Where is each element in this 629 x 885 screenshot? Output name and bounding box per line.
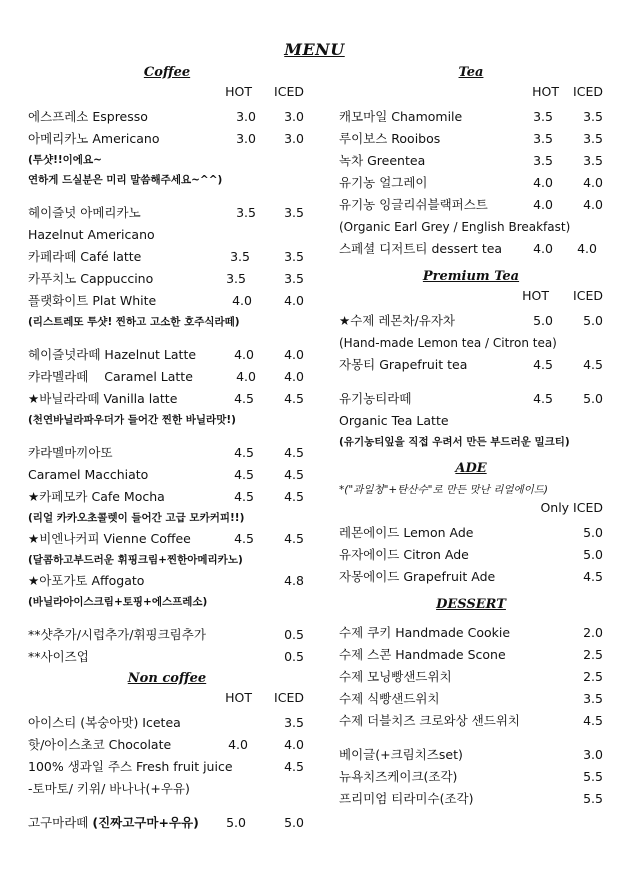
menu-item-size-up: **사이즈업 0.5 [28,649,304,664]
ade-note: *("과일청"+탄산수"로 만든 맛난 리얼에이드) [339,484,549,496]
lemon-tea-note: (Hand-made Lemon tea / Citron tea) [339,336,557,350]
section-title-ade: ADE [455,461,487,476]
menu-item-cappuccino: 카푸치노 Cappuccino 3.5 3.5 [28,271,304,286]
menu-item-icetea: 아이스티 (복숭아맛) Icetea 3.5 [28,715,304,730]
menu-item-chamomile: 캐모마일 Chamomile 3.5 3.5 [339,109,603,124]
section-title-non-coffee: Non coffee [127,671,207,686]
menu-item-morning-bread: 수제 모닝빵샌드위치 2.5 [339,669,603,684]
menu-item-tiramisu: 프리미엄 티라미수(조각) 5.5 [339,791,603,806]
menu-item-citron-ade: 유자에이드 Citron Ade 5.0 [339,547,603,562]
menu-item-tea-latte: 유기농티라떼 4.5 5.0 [339,391,603,406]
non-coffee-header: HOT ICED [225,690,304,705]
menu-item-croissant: 수제 더블치즈 크로와상 샌드위치 4.5 [339,713,603,728]
menu-item-grapefruit-tea: 자몽티 Grapefruit tea 4.5 4.5 [339,357,603,372]
tea-latte-note: (유기농티잎을 직접 우려서 만든 부드러운 밀크티) [339,436,570,448]
hot-label: HOT [225,84,252,99]
right-column [339,62,603,810]
ade-header: Only ICED [540,500,603,515]
menu-item-americano: 아메리카노 Americano 3.0 3.0 [28,131,304,146]
vanilla-latte-note: (천연바닐라파우더가 들어간 찐한 바닐라맛!) [28,414,236,426]
menu-item-scone: 수제 스콘 Handmade Scone 2.5 [339,647,603,662]
menu-item-fresh-juice: 100% 생과일 주스 Fresh fruit juice 4.5 [28,759,304,774]
americano-note-1: (투샷!!이에요~ [28,154,102,166]
section-title-coffee: Coffee [143,65,191,80]
menu-item-hazelnut-americano-en: Hazelnut Americano [28,227,155,242]
menu-item-english-breakfast: 유기농 잉글리쉬블랙퍼스트 4.0 4.0 [339,197,603,212]
menu-item-sweet-potato-latte: 고구마라떼 (진짜고구마+우유) 5.0 5.0 [28,815,304,830]
menu-item-fresh-juice-options: -토마토/ 키위/ 바나나(+우유) [28,781,190,796]
menu-item-rooibos: 루이보스 Rooibos 3.5 3.5 [339,131,603,146]
menu-item-bagel: 베이글(+크림치즈set) 3.0 [339,747,603,762]
menu-item-greentea: 녹차 Greentea 3.5 3.5 [339,153,603,168]
premium-tea-header: HOT ICED [522,288,603,303]
section-title-dessert: DESSERT [436,597,506,612]
coffee-header [28,84,306,106]
menu-item-cafe-latte: 카페라떼 Café latte 3.5 3.5 [28,249,304,264]
menu-item-cookie: 수제 쿠키 Handmade Cookie 2.0 [339,625,603,640]
americano-note-2: 연하게 드실분은 미리 말씀해주세요~^^) [28,174,223,186]
vienne-coffee-note: (달콤하고부드러운 휘핑크림+찐한아메리카노) [28,554,243,566]
menu-item-extra-shot: **샷추가/시럽추가/휘핑크림추가 0.5 [28,627,304,642]
menu-title: MENU [284,40,345,59]
menu-item-espresso: 에스프레소 Espresso 3.0 3.0 [28,109,304,124]
menu-item-caramel-macchiato-en: Caramel Macchiato 4.5 4.5 [28,467,304,482]
menu-item-bread-sandwich: 수제 식빵샌드위치 3.5 [339,691,603,706]
menu-item-flat-white: 플랫화이트 Plat White 4.0 4.0 [28,293,304,308]
menu-item-earl-grey: 유기농 얼그레이 4.0 4.0 [339,175,603,190]
left-column [28,62,306,834]
menu-item-cheesecake: 뉴욕치즈케이크(조각) 5.5 [339,769,603,784]
flat-white-note: (리스트레또 투샷! 찐하고 고소한 호주식라떼) [28,316,240,328]
menu-item-lemon-ade: 레몬에이드 Lemon Ade 5.0 [339,525,603,540]
menu-item-caramel-latte: 캬라멜라떼 Caramel Latte 4.0 4.0 [28,369,304,384]
menu-item-vienne-coffee: ★비엔나커피 Vienne Coffee 4.5 4.5 [28,531,304,546]
menu-item-chocolate: 핫/아이스초코 Chocolate 4.0 4.0 [28,737,304,752]
menu-item-caramel-macchiato: 캬라멜마끼아또 4.5 4.5 [28,445,304,460]
organic-tea-note: (Organic Earl Grey / English Breakfast) [339,220,571,234]
menu-item-affogato: ★아포가토 Affogato 4.8 [28,573,304,588]
menu-item-lemon-citron-tea: ★수제 레몬차/유자차 5.0 5.0 [339,313,603,328]
menu-item-tea-latte-en: Organic Tea Latte [339,413,449,428]
iced-label: ICED [274,84,304,99]
menu-item-vanilla-latte: ★바닐라라떼 Vanilla latte 4.5 4.5 [28,391,304,406]
section-title-tea: Tea [458,65,484,80]
affogato-note: (바닐라아이스크림+토핑+에스프레소) [28,596,208,608]
tea-header: HOT ICED [532,84,603,99]
section-title-premium-tea: Premium Tea [422,269,520,284]
menu-item-dessert-tea: 스페셜 디저트티 dessert tea 4.0 4.0 [339,241,597,256]
menu-item-grapefruit-ade: 자몽에이드 Grapefruit Ade 4.5 [339,569,603,584]
menu-item-hazelnut-americano: 헤이즐넛 아메리카노 3.5 3.5 [28,205,304,220]
menu-item-cafe-mocha: ★카페모카 Cafe Mocha 4.5 4.5 [28,489,304,504]
cafe-mocha-note: (리얼 카카오초콜렛이 들어간 고급 모카커피!!) [28,512,245,524]
menu-item-hazelnut-latte: 헤이즐넛라떼 Hazelnut Latte 4.0 4.0 [28,347,304,362]
